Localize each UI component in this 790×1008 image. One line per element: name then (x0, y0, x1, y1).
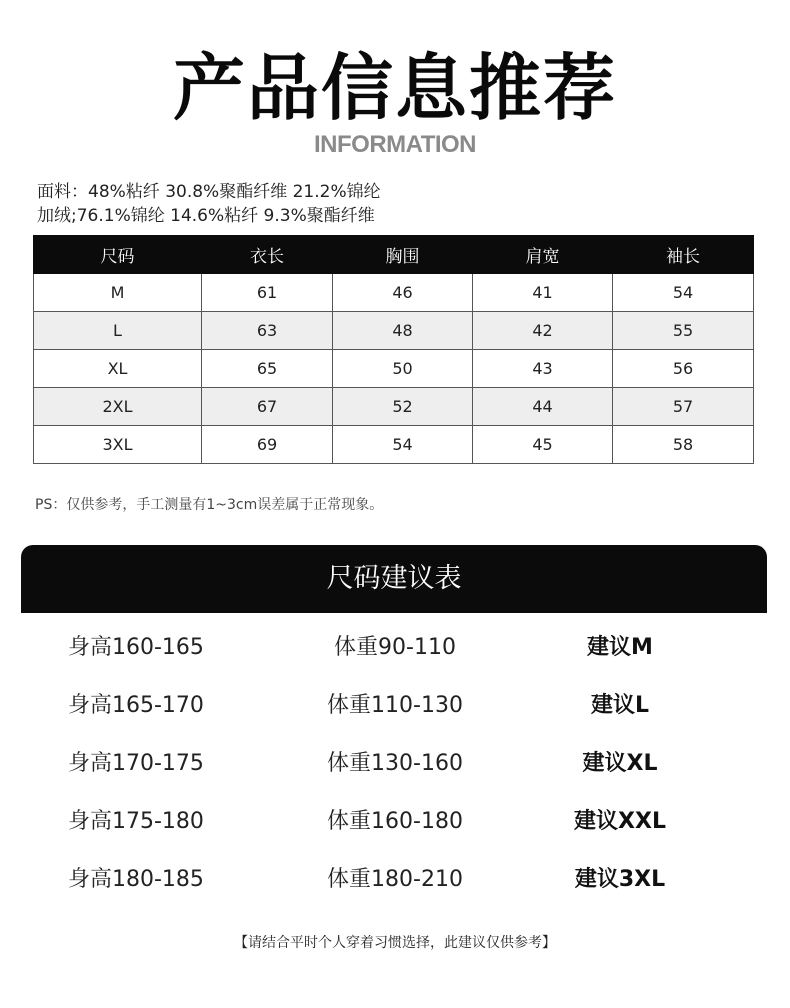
cell-sleeve: 56 (613, 350, 754, 388)
table-row (34, 350, 754, 388)
cell-length: 63 (202, 312, 333, 350)
measurement-note: PS：仅供参考，手工测量有1~3cm误差属于正常现象。 (35, 497, 384, 513)
table-row (34, 388, 754, 426)
cell-length: 61 (202, 274, 333, 312)
cell-length: 67 (202, 388, 333, 426)
recommend-weight: 体重160-180 (327, 809, 463, 834)
table-row (34, 426, 754, 464)
cell-size: M (34, 274, 202, 312)
cell-chest: 50 (333, 350, 473, 388)
cell-shoulder: 44 (473, 388, 613, 426)
recommend-weight: 体重130-160 (327, 751, 463, 776)
footer-note: 【请结合平时个人穿着习惯选择，此建议仅供参考】 (234, 935, 556, 951)
recommend-row (0, 630, 790, 670)
recommend-size: 建议M (587, 635, 653, 660)
recommend-height: 身高180-185 (68, 867, 204, 892)
size-table (33, 235, 754, 464)
recommend-row (0, 862, 790, 902)
recommend-row (0, 688, 790, 728)
fabric-composition: 面料：48%粘纤 30.8%聚酯纤维 21.2%锦纶 (37, 182, 381, 202)
page-subtitle: INFORMATION (313, 131, 477, 158)
recommend-height: 身高160-165 (68, 635, 204, 660)
recommend-banner: 尺码建议表 (21, 545, 767, 613)
recommend-weight: 体重180-210 (327, 867, 463, 892)
recommend-weight: 体重90-110 (334, 635, 456, 660)
cell-shoulder: 45 (473, 426, 613, 464)
cell-shoulder: 43 (473, 350, 613, 388)
recommend-weight: 体重110-130 (327, 693, 463, 718)
recommend-row (0, 804, 790, 844)
header-size: 尺码 (34, 236, 202, 274)
cell-sleeve: 54 (613, 274, 754, 312)
recommend-height: 身高165-170 (68, 693, 204, 718)
cell-length: 69 (202, 426, 333, 464)
recommend-size: 建议L (590, 693, 650, 718)
cell-size: 3XL (34, 426, 202, 464)
page-title: 产品信息推荐 (172, 46, 617, 130)
recommend-height: 身高170-175 (68, 751, 204, 776)
size-table-header (34, 236, 754, 274)
cell-shoulder: 42 (473, 312, 613, 350)
cell-sleeve: 57 (613, 388, 754, 426)
cell-length: 65 (202, 350, 333, 388)
cell-shoulder: 41 (473, 274, 613, 312)
recommend-size: 建议3XL (574, 867, 666, 892)
lining-composition: 加绒;76.1%锦纶 14.6%粘纤 9.3%聚酯纤维 (37, 206, 375, 226)
recommend-size: 建议XL (582, 751, 658, 776)
cell-size: L (34, 312, 202, 350)
cell-chest: 48 (333, 312, 473, 350)
header-shoulder: 肩宽 (473, 236, 613, 274)
cell-chest: 52 (333, 388, 473, 426)
cell-sleeve: 55 (613, 312, 754, 350)
cell-size: 2XL (34, 388, 202, 426)
cell-chest: 46 (333, 274, 473, 312)
cell-size: XL (34, 350, 202, 388)
table-row (34, 274, 754, 312)
cell-chest: 54 (333, 426, 473, 464)
header-length: 衣长 (202, 236, 333, 274)
table-row (34, 312, 754, 350)
recommend-height: 身高175-180 (68, 809, 204, 834)
recommend-row (0, 746, 790, 786)
recommend-size: 建议XXL (574, 809, 666, 834)
header-chest: 胸围 (333, 236, 473, 274)
cell-sleeve: 58 (613, 426, 754, 464)
header-sleeve: 袖长 (613, 236, 754, 274)
